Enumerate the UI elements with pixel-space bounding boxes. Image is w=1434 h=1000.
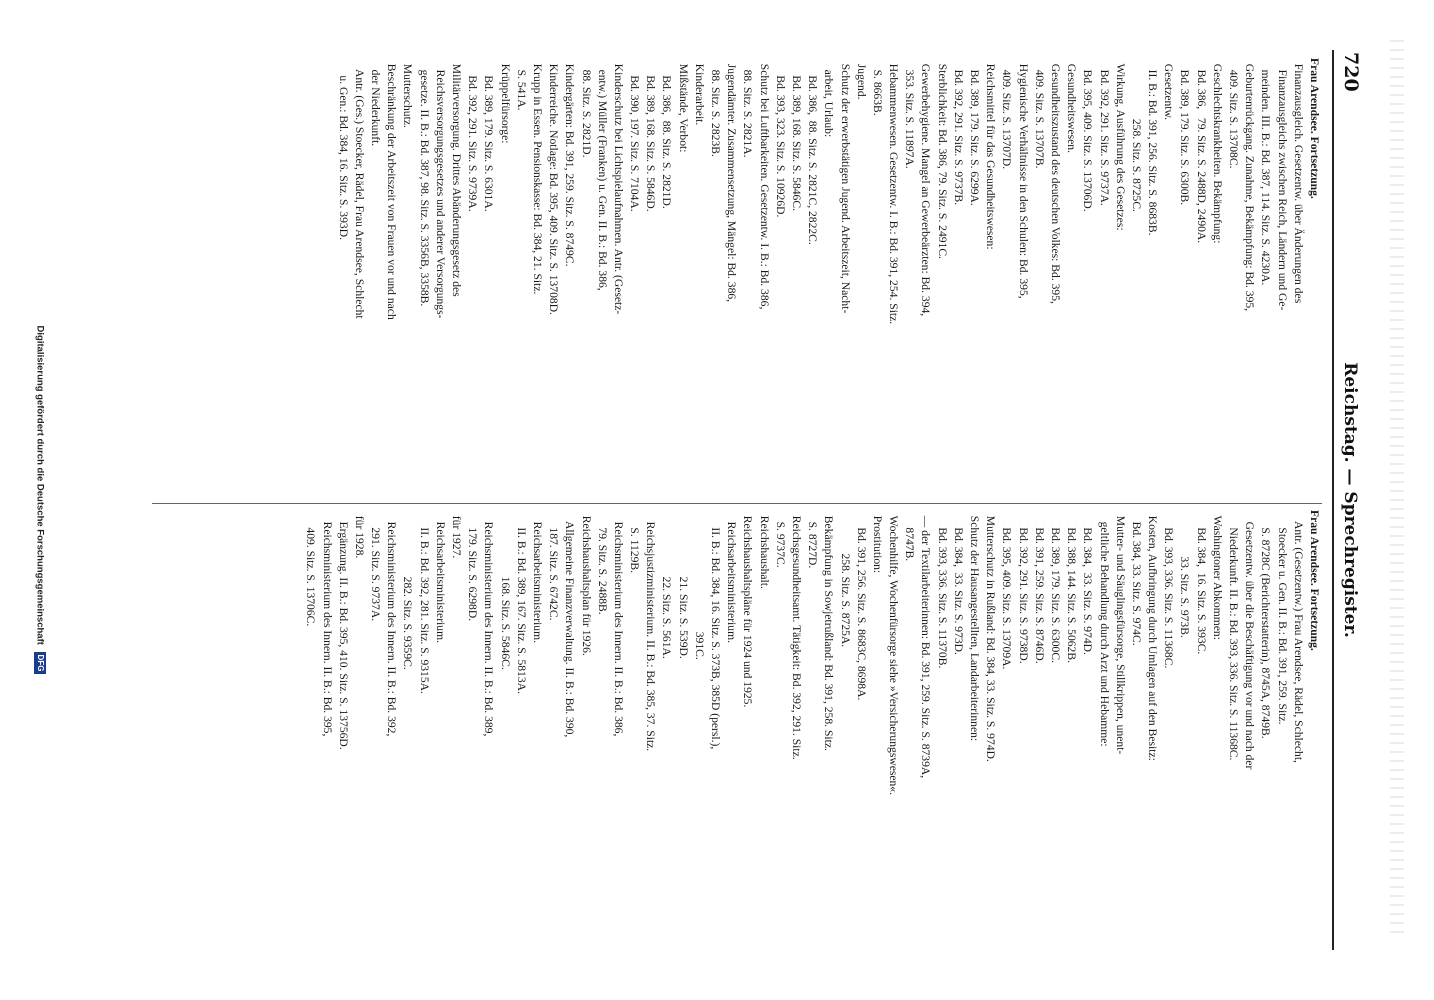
footer (34, 0, 46, 1000)
index-entry-line: Bd. 392, 291. Sitz. S. 9738D. (1016, 510, 1030, 664)
index-entry-line: Schutz der Hausangestellten, Landarbeiterinnen: (968, 510, 982, 742)
index-entry-line: Bd. 389, 179. Sitz. S. 6300C. (1049, 510, 1062, 663)
index-entry-line: Ergänzung. II. B.: Bd. 395, 410. Sitz. S. 13756D. (336, 510, 350, 750)
index-entry-line: 353. Sitz. S. 11897A. (903, 58, 917, 169)
index-entry-line: S. 8728C (Berichterstatterin), 8745A, 8749B. (1259, 510, 1273, 739)
index-entry-line: 258. Sitz. S. 8725A. (838, 510, 852, 648)
index-entry-line: 409. Sitz. S. 13707B. (1032, 58, 1046, 169)
index-entry-line: Reichsjustizministerium. II. B.: Bd. 385, 37. Sitz. (644, 510, 658, 752)
index-entry-line: Bd. 389, 168. Sitz. S. 5846D. (644, 58, 658, 212)
index-entry-line: 409. Sitz. S. 13706C. (304, 510, 318, 627)
index-entry-line: Bd. 395, 409. Sitz. S. 13709A. (1000, 510, 1014, 670)
index-entry-line: Reichsversorgungsgesetzes und anderer Versorgungs- (433, 58, 447, 319)
index-entry-line: 291. Sitz. S. 9737A. (369, 510, 383, 622)
index-entry-line: Allgemeine Finanzverwaltung. II. B.: Bd. 390, (563, 510, 577, 738)
index-entry-line: Reichsministerium des Innern. II. B.: Bd. 389, (482, 510, 496, 737)
index-entry-line: Bd. 391, 259. Sitz. S. 8746D. (1032, 510, 1046, 664)
index-entry-line: 391C. (692, 510, 706, 660)
index-entry-line: Bd. 392, 291. Sitz. S. 9737A. (1097, 58, 1111, 206)
index-entry-line: für 1927. (450, 510, 464, 559)
index-entry-line: Finanzausgleich. Gesetzentw. über Änderungen des (1291, 58, 1305, 304)
index-entry-line: Reichsministerium des Innern. II. B.: Bd. 386, (611, 510, 625, 737)
index-entry-line: 8747B. (903, 510, 917, 562)
index-entry-line: Bd. 389, 179. Sitz. S. 6299A. (968, 58, 982, 206)
index-entry-line: Reichsministerium des Innern. II. B.: Bd. 395, (320, 510, 334, 737)
index-entry-line: II. B.: Bd. 384, 16. Sitz. S. 373B, 385D (persl.), (709, 510, 723, 750)
index-entry-line: u. Gen.: Bd. 384, 16. Sitz. S. 393D. (336, 58, 350, 240)
index-entry-line: Wochenhilfe, Wochenfürsorge siehe »Versicherungswesen«. (887, 510, 901, 795)
index-entry-line: Bd. 386, 88. Sitz. S. 2821D. (660, 58, 674, 209)
index-entry-line: S. 8663B. (870, 58, 884, 116)
index-entry-line: arbeit, Urlaub: (822, 58, 836, 138)
index-entry-line: Finanzausgleichs zwischen Reich, Ländern und Ge- (1275, 58, 1289, 311)
index-heading: Frau Arendsee. Fortsetzung. (1308, 510, 1321, 651)
index-entry-line: Gesetzentw. über die Beschäftigung vor und nach der (1243, 510, 1257, 770)
index-entry-line: Niederkunft. II. B.: Bd. 393, 336. Sitz. S. 11368C. (1227, 510, 1241, 761)
index-entry-line: Gesetzentw. (1162, 58, 1176, 121)
index-entry-line: Mutterschutz in Rußland: Bd. 384, 33. Sitz. S. 974D. (984, 510, 998, 762)
index-entry-line: II. B.: Bd. 392, 281. Sitz. S. 9315A. (417, 510, 431, 694)
index-entry-line: Krüppelfürsorge: (498, 58, 512, 144)
index-entry-line: 187. Sitz. S. 6742C. (547, 510, 561, 621)
index-entry-line: geltliche Behandlung durch Arzt und Hebamme: (1097, 510, 1111, 747)
index-entry-line: entw.) Müller (Franken) u. Gen. II. B.: Bd. 386, (595, 58, 609, 291)
index-entry-line: 33. Sitz. S. 973B. (1178, 510, 1192, 638)
index-entry-line: Antr. (Gesetzentw.) Frau Arendsee, Rädel, Schlecht, (1291, 510, 1305, 763)
index-entry-line: Kosten, Aufbringung durch Umlagen auf den Besitz: (1146, 510, 1160, 761)
index-entry-line: Bd. 393, 323. Sitz. S. 10926D. (773, 58, 787, 218)
page-number: 720 (1340, 52, 1362, 92)
index-entry-line: für 1928. (352, 510, 366, 559)
index-entry-line: Stoecker u. Gen. II. B.: Bd. 391, 259. Sitz. (1275, 510, 1289, 725)
index-entry-line: Prostitution: (870, 510, 884, 574)
index-entry-line: Schutz der erwerbstätigen Jugend. Arbeitszeit, Nacht- (838, 58, 852, 314)
index-entry-line: Bd. 390, 197. Sitz. S. 7104A. (628, 58, 642, 212)
index-entry-line: Kinderschutz bei Lichtspielaufnahmen. Antr. (Gesetz- (611, 58, 625, 315)
index-entry-line: Gesundheitswesen. (1065, 58, 1079, 153)
dfg-logo: DFG (34, 652, 46, 675)
index-entry-line: Bd. 391, 256. Sitz. S. 8683C, 8698A. (854, 510, 868, 701)
index-entry-line: 168. Sitz. S. 5846C. (498, 510, 512, 670)
column-divider (152, 503, 1322, 504)
index-entry-line: Geburtenrückgang. Zunahme, Bekämpfung: Bd. 395, (1243, 58, 1257, 312)
index-entry-line: Bd. 393, 336. Sitz. S. 11370B. (935, 510, 949, 669)
index-entry-line: Reichsministerium des Innern. II. B.: Bd. 392, (385, 510, 399, 737)
index-entry-line: Reichsarbeitsministerium. (433, 510, 447, 643)
index-entry-line: Militärversorgung. Drittes Abänderungsgesetz des (450, 58, 464, 297)
index-entry-line: Jugend. (854, 58, 868, 100)
index-entry-line: — der Textilarbeiterinnen: Bd. 391, 259. Sitz. S. 8739A, (919, 510, 933, 779)
index-entry-line: Mutter- und Säuglingsfürsorge, Stillkrippen, unent- (1113, 510, 1127, 755)
index-entry-line: 258. Sitz. S. 8725C. (1129, 58, 1143, 212)
index-heading: Frau Arendsee. Fortsetzung. (1308, 58, 1321, 199)
index-entry-line: 409. Sitz. S. 13707D. (1000, 58, 1014, 170)
index-entry-line: 88. Sitz. S. 2821D. (579, 58, 593, 158)
index-entry-line: Gewerbehygiene. Mangel an Gewerbeärzten: Bd. 394, (919, 58, 933, 317)
index-entry-line: Bd. 386, 79. Sitz. S. 2488D, 2490A. (1194, 58, 1208, 244)
index-entry-line: 88. Sitz. S. 2821A. (741, 58, 755, 158)
header-rule (1332, 50, 1334, 950)
index-entry-line: Hebammenwesen. Gesetzentw. I. B.: Bd. 391, 254. Sitz. (887, 58, 901, 325)
index-entry-line: 409. Sitz. S. 13708C. (1227, 58, 1241, 169)
index-entry-line: Reichsarbeitsministerium. (531, 510, 544, 643)
index-entry-line: Bd. 384, 33. Sitz. S. 974D. (1081, 510, 1095, 655)
index-entry-line: meinden. III. B.: Bd. 387, 114. Sitz. S. 4230A. (1259, 58, 1273, 286)
right-column (302, 510, 1322, 960)
left-column (335, 58, 1322, 498)
index-entry-line: Bd. 392, 291. Sitz. S. 9739A. (466, 58, 480, 212)
index-entry-line: Sterblichkeit: Bd. 386, 79. Sitz. S. 2491C. (935, 58, 949, 259)
index-entry-line: Bd. 392, 291. Sitz. S. 9737B. (951, 58, 965, 206)
index-entry-line: Reichsgesundheitsamt. Tätigkeit: Bd. 392, 291. Sitz. (790, 510, 803, 760)
footer-text: Digitalisierung gefördert durch die Deutsche Forschungsgemeinschaft (34, 325, 46, 645)
index-entry-line: Bd. 395, 409. Sitz. S. 13706D. (1081, 58, 1095, 212)
index-entry-line: Reichshaushaltsplan für 1926. (579, 510, 593, 656)
index-entry-line: II. B.: Bd. 391, 256. Sitz. S. 8683B. (1146, 58, 1160, 236)
index-entry-line: Bd. 388, 144. Sitz. S. 5062B. (1065, 510, 1079, 663)
scan-artifact (1390, 40, 1404, 940)
index-entry-line: Jugendämter. Zusammensetzung, Mängel: Bd. 386, (725, 58, 739, 303)
index-entry-line: Krupp in Essen. Pensionskasse: Bd. 384, 21. Sitz. (531, 58, 544, 295)
index-entry-line: Reichshaushaltspläne für 1924 und 1925. (741, 510, 755, 708)
index-entry-line: 282. Sitz. S. 9359C. (401, 510, 415, 670)
index-entry-line: Bd. 384, 16. Sitz. S. 393C. (1194, 510, 1208, 655)
index-entry-line: 179. Sitz. S. 6298D. (466, 510, 480, 622)
index-entry-line: Reichshaushalt. (757, 510, 771, 589)
index-entry-line: Bd. 389, 168. Sitz. S. 5846C. (790, 58, 803, 211)
index-entry-line: II. B.: Bd. 389, 167. Sitz. S. 5813A. (514, 510, 528, 694)
index-entry-line: Reichsarbeitsministerium. (725, 510, 739, 643)
index-entry-line: 79. Sitz. S. 2488B. (595, 510, 609, 615)
index-entry-line: Hygienische Verhältnisse in den Schulen: Bd. 395, (1016, 58, 1030, 299)
index-entry-line: Kindergärten: Bd. 391, 259. Sitz. S. 8749C. (563, 58, 577, 267)
index-entry-line: 22. Sitz. S. 561A. (660, 510, 674, 659)
index-entry-line: S. 541A. (514, 58, 528, 111)
index-entry-line: Wirkung, Ausführung des Gesetzes: (1113, 58, 1127, 231)
index-entry-line: Kinderarbeit. (692, 58, 706, 126)
index-entry-line: Washingtoner Abkommen: (1210, 510, 1224, 640)
index-entry-line: der Niederkunft. (369, 58, 383, 147)
index-entry-line: Schutz bei Luftbarkeiten. Gesetzentw. I. B.: Bd. 386, (757, 58, 771, 310)
index-entry-line: Gesundheitszustand des deutschen Volkes: Bd. 395, (1049, 58, 1062, 304)
index-entry-line: Antr. (Ges.) Stoecker, Rädel, Frau Arendsee, Schlecht (352, 58, 366, 319)
index-entry-line: Bd. 389, 179. Sitz. S. 6300B. (1178, 58, 1192, 206)
running-head: Reichstag. — Sprechregister. (1340, 362, 1360, 638)
index-entry-line: Bd. 384, 33. Sitz. S. 973D. (951, 510, 965, 655)
index-entry-line: Bd. 389, 179. Sitz. S. 6301A. (482, 58, 496, 212)
index-entry-line: 88. Sitz. S. 2823B. (709, 58, 723, 157)
index-entry-line: S. 8727D. (806, 510, 820, 569)
index-entry-line: Kinderreiche. Notlage: Bd. 395, 409. Sitz. S. 13708D. (547, 58, 561, 315)
index-entry-line: Bd. 384, 33. Sitz. S. 974C. (1129, 510, 1143, 646)
index-entry-line: gesetze. II. B.: Bd. 387, 98. Sitz. S. 3356B, 3358B. (417, 58, 431, 307)
index-entry-line: Bd. 386, 88. Sitz. S. 2821C, 2822C. (806, 58, 820, 245)
index-entry-line: Mißstände, Verbot: (676, 58, 690, 153)
index-entry-line: S. 9737C. (773, 510, 787, 568)
index-entry-line: Geschlechtskrankheiten. Bekämpfung: (1210, 58, 1224, 244)
index-entry-line: 21. Sitz. S. 539D. (676, 510, 690, 659)
index-entry-line: Bd. 393, 336. Sitz. S. 11368C. (1162, 510, 1176, 669)
index-entry-line: Reichsmittel für das Gesundheitswesen: (984, 58, 998, 250)
index-entry-line: Bekämpfung in Sowjetrußland: Bd. 391, 258. Sitz. (822, 510, 836, 751)
index-entry-line: Mutterschutz. (401, 58, 415, 128)
index-entry-line: S. 1129B. (628, 510, 642, 574)
index-entry-line: Beschränkung der Arbeitszeit von Frauen vor und nach (385, 58, 399, 320)
